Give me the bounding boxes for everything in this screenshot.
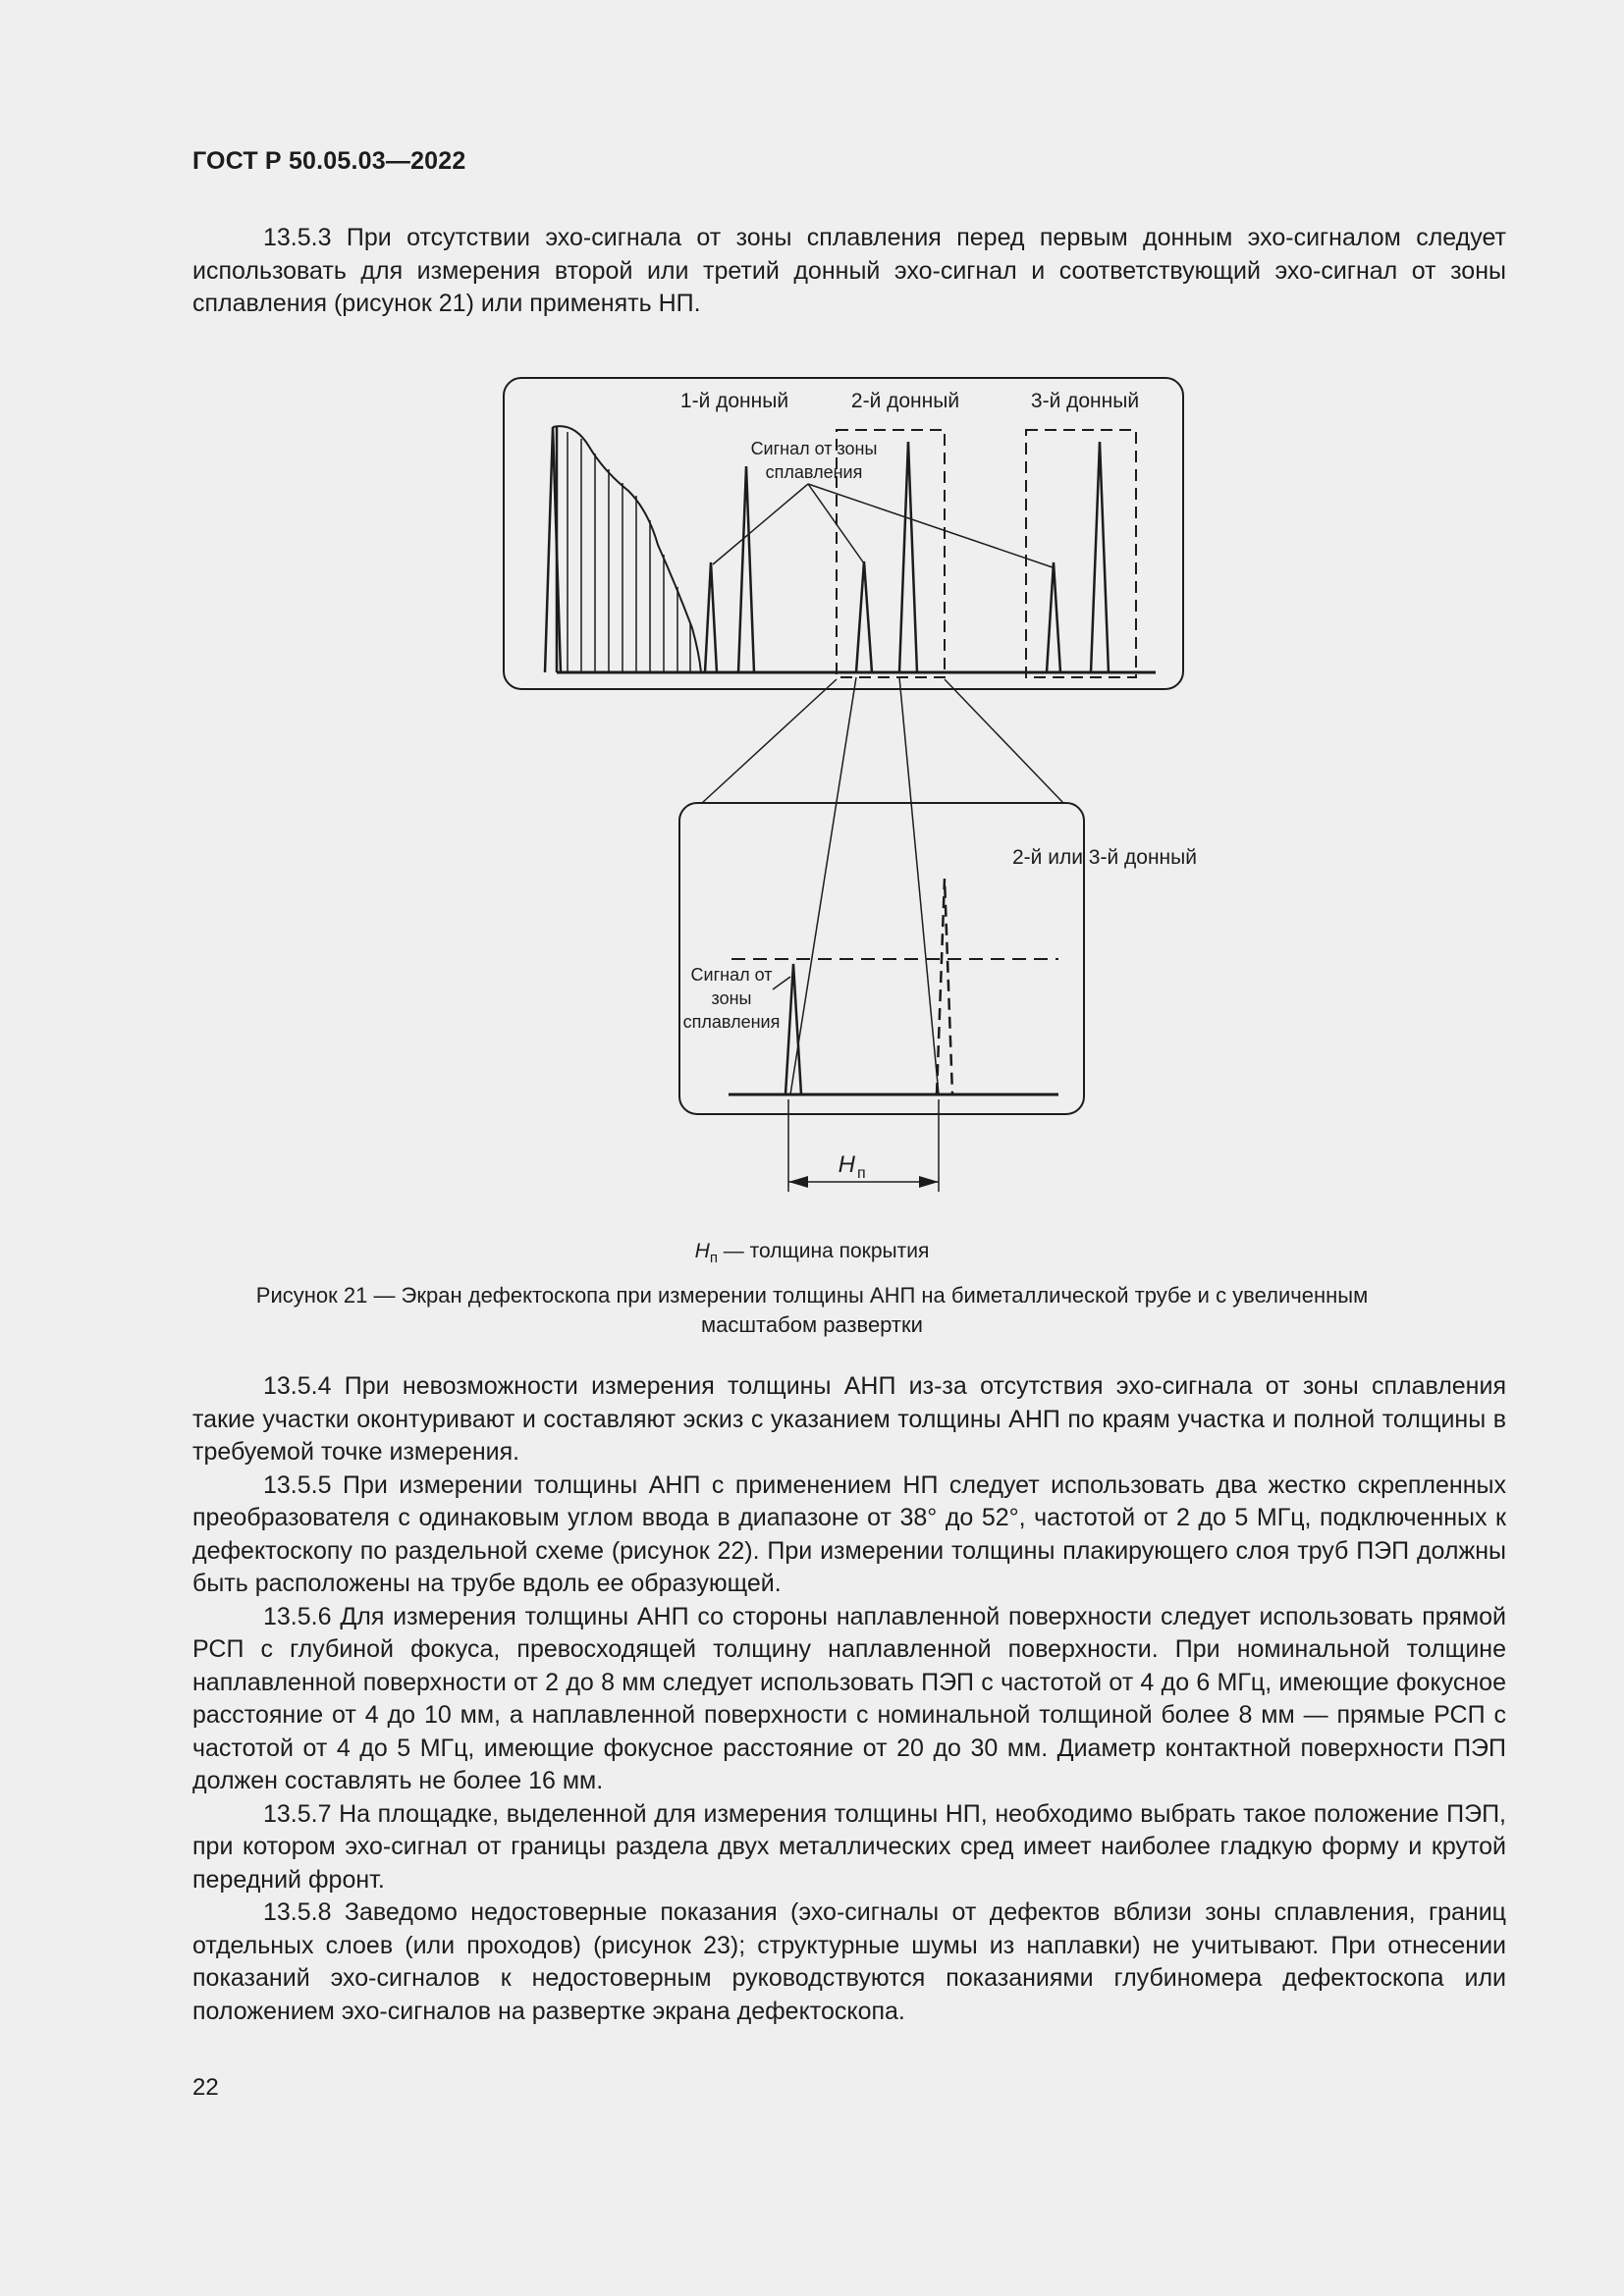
dimension-subscript: п [857, 1165, 866, 1182]
label-second-or-third-bottom: 2-й или 3-й донный [1012, 846, 1197, 869]
label-first-bottom: 1-й донный [679, 390, 789, 412]
initial-pulse [545, 427, 561, 672]
figure-caption: Рисунок 21 — Экран дефектоскопа при измерении толщины АНП на биметаллической трубе и с увеличенным масштабом развертки [255, 1283, 1369, 1337]
zoom-fusion-label-3: сплавления [682, 1012, 781, 1032]
fusion-leaders [713, 484, 1053, 567]
legend-text: — толщина покрытия [717, 1240, 930, 1262]
zoom-fusion-label-1: Сигнал от [690, 965, 773, 985]
zoom-projection [702, 677, 1063, 1095]
figure-legend [0, 1240, 1624, 1266]
zoom-fusion-label-2: зоны [711, 988, 752, 1008]
gate-third [1026, 430, 1136, 677]
gate-second [837, 430, 945, 677]
noise-hatch [568, 432, 690, 672]
bottom-echo-3 [1091, 442, 1109, 672]
label-second-bottom: 2-й донный [850, 390, 960, 412]
document-header: ГОСТ Р 50.05.03—2022 [192, 147, 466, 175]
zoom-screen-frame [679, 803, 1084, 1114]
dimension-symbol: H [838, 1151, 855, 1178]
zoom-fusion-echo [785, 964, 801, 1095]
fusion-echo-2 [856, 561, 872, 672]
label-fusion-signal-2: сплавления [765, 462, 863, 482]
noise-envelope [553, 426, 701, 672]
zoom-bottom-echo [937, 879, 952, 1095]
paragraph-13-5-3: 13.5.3 При отсутствии эхо-сигнала от зоны сплавления перед первым донным эхо-сигналом следует использовать для измерения второй или третий донный эхо-сигнал и соответствующий эхо-сигнал от зоны сплавления (рисунок 21) или применять НП. [192, 224, 1506, 317]
dimension-arrows [788, 1176, 939, 1188]
paragraph-13-5-7: 13.5.7 На площадке, выделенной для измерения толщины НП, необходимо выбрать такое положение ПЭП, при котором эхо-сигнал от границы раздела двух металлических сред имеет наиболее гладкую форму и крутой передний фронт. [192, 1799, 1506, 1894]
bottom-echo-1 [738, 466, 754, 672]
body-paragraphs [192, 1370, 1506, 2028]
top-screen-frame [504, 378, 1183, 689]
legend-subscript: п [709, 1250, 718, 1267]
label-third-bottom: 3-й донный [1030, 390, 1140, 412]
legend-symbol: H [694, 1240, 710, 1262]
bottom-echo-2 [899, 442, 917, 672]
page-number: 22 [192, 2074, 219, 2101]
zoom-fusion-leader [773, 977, 790, 989]
paragraph-13-5-4: 13.5.4 При невозможности измерения толщины АНП из-за отсутствия эхо-сигнала от зоны сплавления такие участки оконтуривают и составляют эскиз с указанием толщины АНП по краям участка и полной толщины в требуемой точке измерения. [192, 1372, 1506, 1466]
paragraph-13-5-6: 13.5.6 Для измерения толщины АНП со стороны наплавленной поверхности следует использовать прямой РСП с глубиной фокуса, превосходящей толщину наплавленной поверхности. При номинальной толщине наплавленной поверхности от 2 до 8 мм следует использовать ПЭП с частотой от 4 до 6 МГц, имеющие фокусное расстояние от 4 до 10 мм, а наплавленной поверхности с номинальной толщиной более 8 мм — прямые РСП с частотой от 4 до 5 МГц, имеющие фокусное расстояние от 20 до 30 мм. Диаметр контактной поверхности ПЭП должен составлять не более 16 мм. [192, 1602, 1506, 1794]
fusion-echo-3 [1047, 562, 1060, 672]
label-fusion-signal-1: Сигнал от зоны [750, 439, 878, 458]
paragraph-13-5-5: 13.5.5 При измерении толщины АНП с применением НП следует использовать два жестко скрепленных преобразователя с одинаковым углом ввода в диапазоне от 38° до 52°, частотой от 2 до 5 МГц, подключенных к дефектоскопу по раздельной схеме (рисунок 22). При измерении толщины плакирующего слоя труб ПЭП должны быть расположены на трубе вдоль ее образующей. [192, 1470, 1506, 1597]
fusion-echo-1 [705, 562, 717, 672]
paragraph-13-5-8: 13.5.8 Заведомо недостоверные показания (эхо-сигналы от дефектов вблизи зоны сплавления, границ отдельных слоев (или проходов) (рисунок 23); структурные шумы из наплавки) не учитывают. При отнесении показаний эхо-сигналов к недостоверным руководствуются показаниями глубиномера дефектоскопа или положением эхо-сигналов на развертке экрана дефектоскопа. [192, 1898, 1506, 2025]
